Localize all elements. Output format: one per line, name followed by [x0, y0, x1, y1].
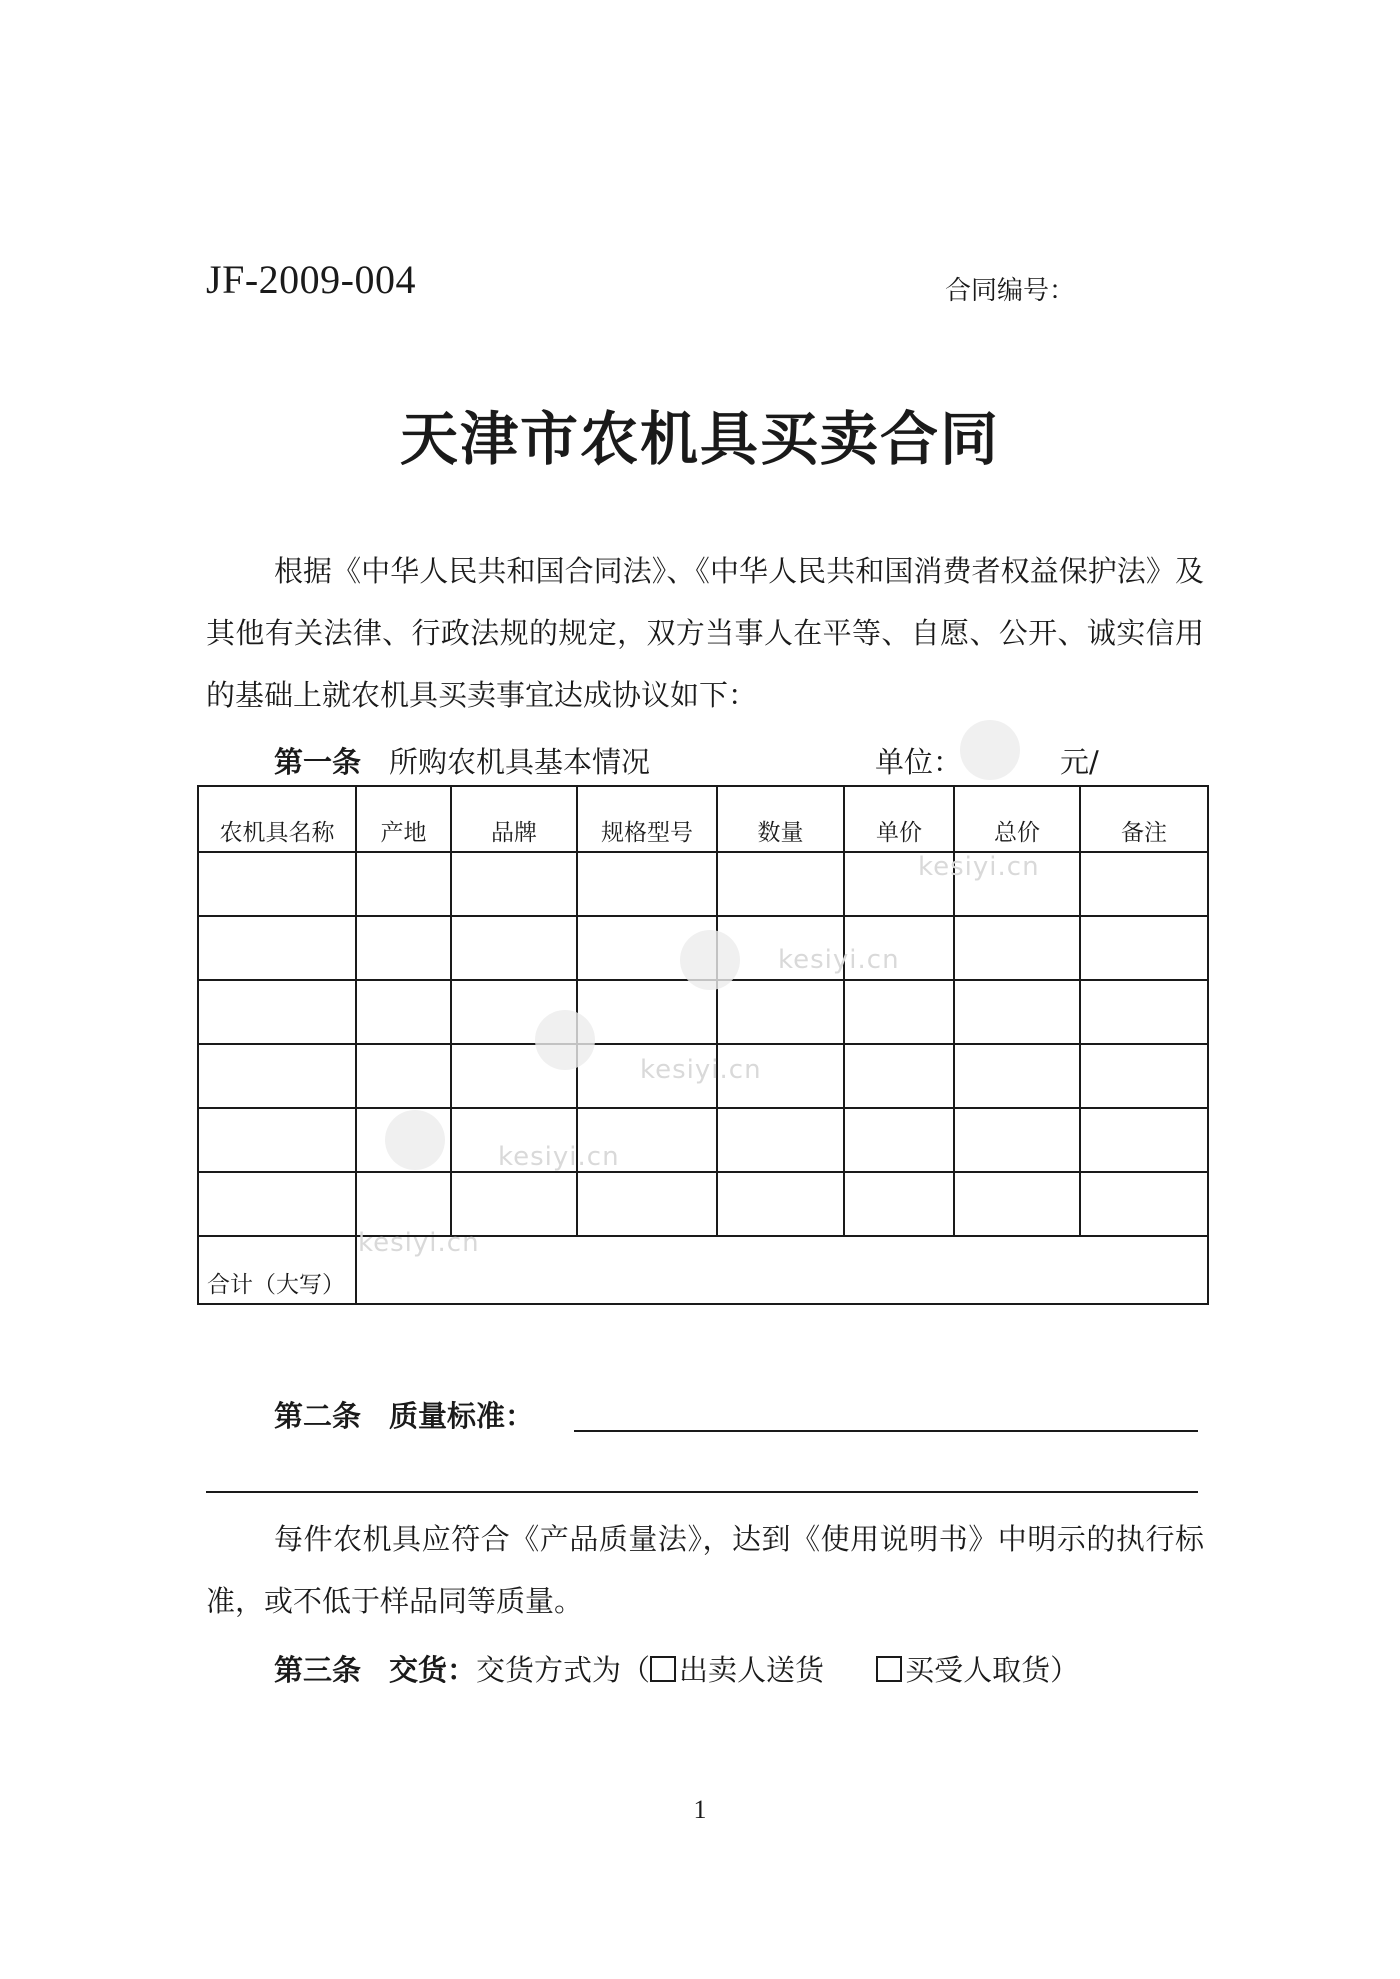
table-cell[interactable]	[577, 980, 717, 1044]
buyer-pickup-label: 买受人取货	[905, 1653, 1051, 1687]
watermark-text: kesiyi.cn	[358, 1228, 480, 1258]
table-cell[interactable]	[844, 1172, 954, 1236]
watermark-figure-icon	[535, 1010, 595, 1070]
machinery-table	[197, 785, 1209, 1305]
contract-number-label: 合同编号：	[945, 276, 1076, 306]
unit-value: 元/	[1060, 745, 1099, 779]
table-cell[interactable]	[1080, 852, 1208, 916]
table-cell[interactable]	[1080, 980, 1208, 1044]
table-cell[interactable]	[356, 1044, 451, 1108]
article-3-number: 第三条	[274, 1653, 362, 1687]
table-cell[interactable]	[954, 1044, 1080, 1108]
header-model: 规格型号	[577, 786, 717, 852]
table-cell[interactable]	[577, 852, 717, 916]
article-2-heading	[274, 1394, 534, 1435]
header-origin: 产地	[356, 786, 451, 852]
article-3-heading	[274, 1648, 1079, 1689]
header-total-price: 总价	[954, 786, 1080, 852]
table-cell[interactable]	[1080, 1108, 1208, 1172]
page-title: 天津市农机具买卖合同	[399, 405, 1000, 473]
header-remarks: 备注	[1080, 786, 1208, 852]
watermark-text: kesiyi.cn	[778, 945, 900, 975]
table-cell[interactable]	[198, 1044, 356, 1108]
watermark-figure-icon	[680, 930, 740, 990]
header-unit-price: 单价	[844, 786, 954, 852]
table-cell[interactable]	[1080, 1044, 1208, 1108]
watermark-text: kesiyi.cn	[640, 1055, 762, 1085]
table-cell[interactable]	[844, 980, 954, 1044]
table-cell[interactable]	[356, 852, 451, 916]
table-header-row	[198, 786, 1208, 852]
delivery-close-paren: ）	[1050, 1653, 1080, 1687]
page-number: 1	[693, 1795, 707, 1824]
watermark-text: kesiyi.cn	[918, 852, 1040, 882]
table-cell[interactable]	[451, 1172, 577, 1236]
header-quantity: 数量	[717, 786, 844, 852]
document-code: JF-2009-004	[206, 257, 416, 302]
delivery-method-label: 交货方式为（	[476, 1653, 651, 1687]
table-cell[interactable]	[954, 1108, 1080, 1172]
table-cell[interactable]	[356, 916, 451, 980]
table-cell[interactable]	[717, 1172, 844, 1236]
table-cell[interactable]	[717, 1108, 844, 1172]
header-name: 农机具名称	[198, 786, 356, 852]
watermark-figure-icon	[960, 720, 1020, 780]
table-cell[interactable]	[198, 916, 356, 980]
table-cell[interactable]	[198, 1108, 356, 1172]
table-cell[interactable]	[717, 852, 844, 916]
buyer-pickup-checkbox[interactable]	[876, 1656, 902, 1682]
total-amount-field[interactable]	[356, 1236, 1208, 1304]
table-cell[interactable]	[451, 852, 577, 916]
table-cell[interactable]	[1080, 916, 1208, 980]
table-row	[198, 980, 1208, 1044]
table-cell[interactable]	[451, 916, 577, 980]
article-1-number: 第一条	[274, 745, 362, 779]
article-2-number: 第二条	[274, 1399, 362, 1433]
quality-standard-input-line-2[interactable]	[206, 1491, 1198, 1493]
table-cell[interactable]	[198, 1172, 356, 1236]
watermark-text: kesiyi.cn	[498, 1142, 620, 1172]
watermark-figure-icon	[385, 1110, 445, 1170]
quality-paragraph: 每件农机具应符合《产品质量法》，达到《使用说明书》中明示的执行标准，或不低于样品同等质量。	[206, 1522, 1204, 1618]
table-cell[interactable]	[954, 1172, 1080, 1236]
table-cell[interactable]	[954, 916, 1080, 980]
table-row	[198, 1108, 1208, 1172]
header-brand: 品牌	[451, 786, 577, 852]
unit-label: 单位：	[875, 745, 963, 779]
seller-delivery-checkbox[interactable]	[650, 1656, 676, 1682]
table-cell[interactable]	[356, 980, 451, 1044]
table-cell[interactable]	[198, 980, 356, 1044]
table-cell[interactable]	[1080, 1172, 1208, 1236]
table-cell[interactable]	[844, 1108, 954, 1172]
total-label: 合计（大写）	[198, 1236, 356, 1304]
article-1-title: 所购农机具基本情况	[389, 745, 651, 779]
quality-standard-input-line[interactable]	[574, 1430, 1198, 1432]
article-3-title: 交货：	[389, 1653, 477, 1687]
table-row	[198, 852, 1208, 916]
article-1-heading	[274, 740, 650, 781]
table-row	[198, 1172, 1208, 1236]
table-cell[interactable]	[577, 1172, 717, 1236]
table-cell[interactable]	[844, 1044, 954, 1108]
table-cell[interactable]	[954, 980, 1080, 1044]
table-total-row	[198, 1236, 1208, 1304]
table-cell[interactable]	[356, 1172, 451, 1236]
article-2-title: 质量标准：	[389, 1399, 535, 1433]
intro-paragraph: 根据《中华人民共和国合同法》、《中华人民共和国消费者权益保护法》及其他有关法律、行政法规的规定，双方当事人在平等、自愿、公开、诚实信用的基础上就农机具买卖事宜达成协议如下：	[206, 554, 1204, 712]
seller-delivery-label: 出卖人送货	[679, 1653, 825, 1687]
table-cell[interactable]	[198, 852, 356, 916]
table-cell[interactable]	[717, 980, 844, 1044]
